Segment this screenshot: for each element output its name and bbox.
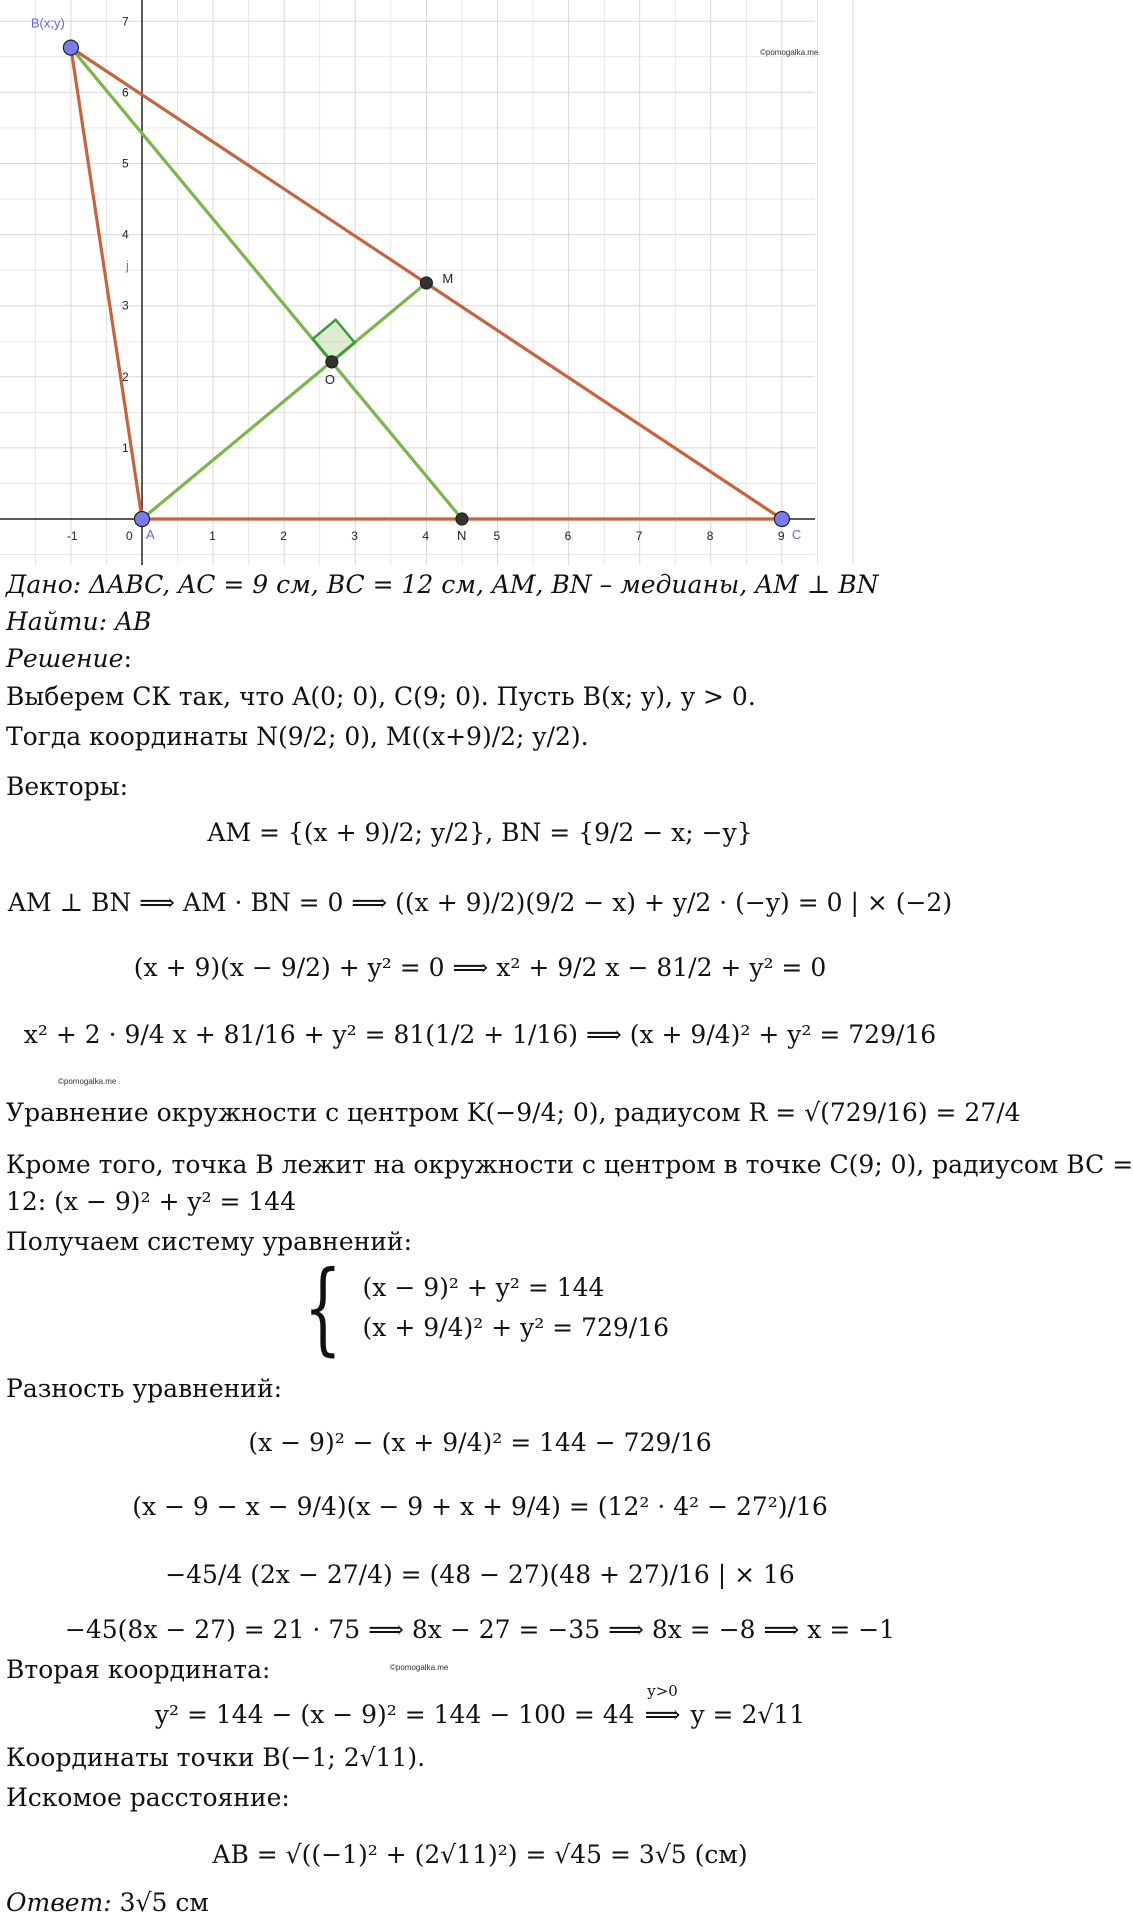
figure-watermark: ©pomogalka.me <box>760 48 819 57</box>
y-tick-label: 3 <box>122 298 129 313</box>
diff-eq-2: (x − 9 − x − 9/4)(x − 9 + x + 9/4) = (12² · 4² − 27²)/16 <box>132 1492 828 1521</box>
solution-heading: Решение: <box>6 644 132 673</box>
difference-intro: Разность уравнений: <box>6 1374 283 1403</box>
x-tick-label: 5 <box>493 529 501 543</box>
eq-perpendicular: AM ⊥ BN ⟹ AM · BN = 0 ⟹ ((x + 9)/2)(9/2 − x) + y/2 · (−y) = 0 | × (−2) <box>7 888 953 917</box>
x-tick-label: -1 <box>66 529 78 543</box>
system-eq-2: (x + 9/4)² + y² = 729/16 <box>362 1313 670 1342</box>
y-condition: y>0 <box>647 1682 678 1700</box>
answer-label: Ответ: <box>6 1888 112 1917</box>
y-tick-label: 4 <box>122 227 129 242</box>
y-equation: y² = 144 − (x − 9)² = 144 − 100 = 44 y>0 ⟹ y = 2√11 <box>154 1682 806 1729</box>
system-eq-1: (x − 9)² + y² = 144 <box>362 1273 605 1302</box>
point-o <box>326 356 338 368</box>
y-tick-label: 1 <box>122 440 129 455</box>
ab-equation: AB = √((−1)² + (2√11)²) = √45 = 3√5 (см) <box>212 1840 748 1869</box>
x-tick-label: 8 <box>706 529 714 543</box>
coordinate-figure <box>0 0 819 565</box>
answer-line <box>6 1888 209 1918</box>
point-b <box>63 40 78 55</box>
circle-2-line-a: Кроме того, точка B лежит на окружности с центром в точке C(9; 0), радиусом BC = <box>6 1150 1133 1179</box>
y-tick-label: 2 <box>122 369 129 384</box>
y-tick-label: 6 <box>122 85 129 100</box>
point-a <box>135 512 150 527</box>
second-coord-heading: Вторая координата: <box>6 1655 271 1684</box>
axis-label-j: j <box>126 258 129 274</box>
point-label-n: N <box>456 528 467 543</box>
diff-eq-3: −45/4 (2x − 27/4) = (48 − 27)(48 + 27)/16 | × 16 <box>165 1560 795 1589</box>
vectors-heading: Векторы: <box>6 772 128 801</box>
x-tick-label: 2 <box>280 529 287 543</box>
x-tick-label: 7 <box>635 529 643 543</box>
eq-complete-square: x² + 2 · 9/4 x + 81/16 + y² = 81(1/2 + 1/16) ⟹ (x + 9/4)² + y² = 729/16 <box>23 1020 937 1049</box>
answer-value: 3√5 см <box>119 1888 209 1917</box>
point-label-a: A <box>146 527 155 542</box>
y-tick-label: 7 <box>122 14 129 29</box>
point-c <box>774 512 789 527</box>
eq-expand: (x + 9)(x − 9/2) + y² = 0 ⟹ x² + 9/2 x − 81/2 + y² = 0 <box>133 953 827 982</box>
x-tick-label: 9 <box>777 529 785 543</box>
point-label-c: C <box>791 527 802 542</box>
find-line: Найти: AB <box>6 607 152 636</box>
distance-intro: Искомое расстояние: <box>6 1783 290 1812</box>
diff-eq-1: (x − 9)² − (x + 9/4)² = 144 − 729/16 <box>248 1428 712 1457</box>
equation-system <box>0 1249 960 1366</box>
midpoints-line: Тогда координаты N(9/2; 0), M((x+9)/2; y/2). <box>6 722 589 751</box>
x-tick-label: 0 <box>126 529 133 543</box>
x-tick-label: 4 <box>422 529 430 543</box>
system-intro: Получаем систему уравнений: <box>6 1227 413 1256</box>
right-angle-marker <box>313 320 355 362</box>
circle-1-line: Уравнение окружности с центром K(−9/4; 0), радиусом R = √(729/16) = 27/4 <box>6 1098 1021 1127</box>
x-tick-label: 3 <box>351 529 358 543</box>
coords-choice: Выберем СК так, что A(0; 0), C(9; 0). Пусть B(x; y), y > 0. <box>6 682 756 711</box>
point-m <box>420 277 432 289</box>
coords-b-line: Координаты точки B(−1; 2√11). <box>6 1743 426 1772</box>
eq-vectors: AM = {(x + 9)/2; y/2}, BN = {9/2 − x; −y} <box>207 818 753 847</box>
x-tick-label: 6 <box>564 529 572 543</box>
given-line: Дано: ΔABC, AC = 9 см, BC = 12 см, AM, BN – медианы, AM ⊥ BN <box>6 570 879 599</box>
point-label-m: M <box>442 270 454 286</box>
watermark: ©pomogalka.me <box>58 1077 117 1086</box>
system-brace: { <box>303 1249 342 1366</box>
circle-2-line-b: 12: (x − 9)² + y² = 144 <box>6 1187 297 1216</box>
diff-eq-4: −45(8x − 27) = 21 · 75 ⟹ 8x − 27 = −35 ⟹ 8x = −8 ⟹ x = −1 <box>64 1615 896 1644</box>
point-n <box>456 513 468 525</box>
x-tick-label: 1 <box>209 529 216 543</box>
point-label-o: O <box>324 371 335 387</box>
point-label-b: B(x;y) <box>30 15 65 31</box>
y-tick-label: 5 <box>122 156 129 171</box>
watermark: ©pomogalka.me <box>390 1663 449 1672</box>
